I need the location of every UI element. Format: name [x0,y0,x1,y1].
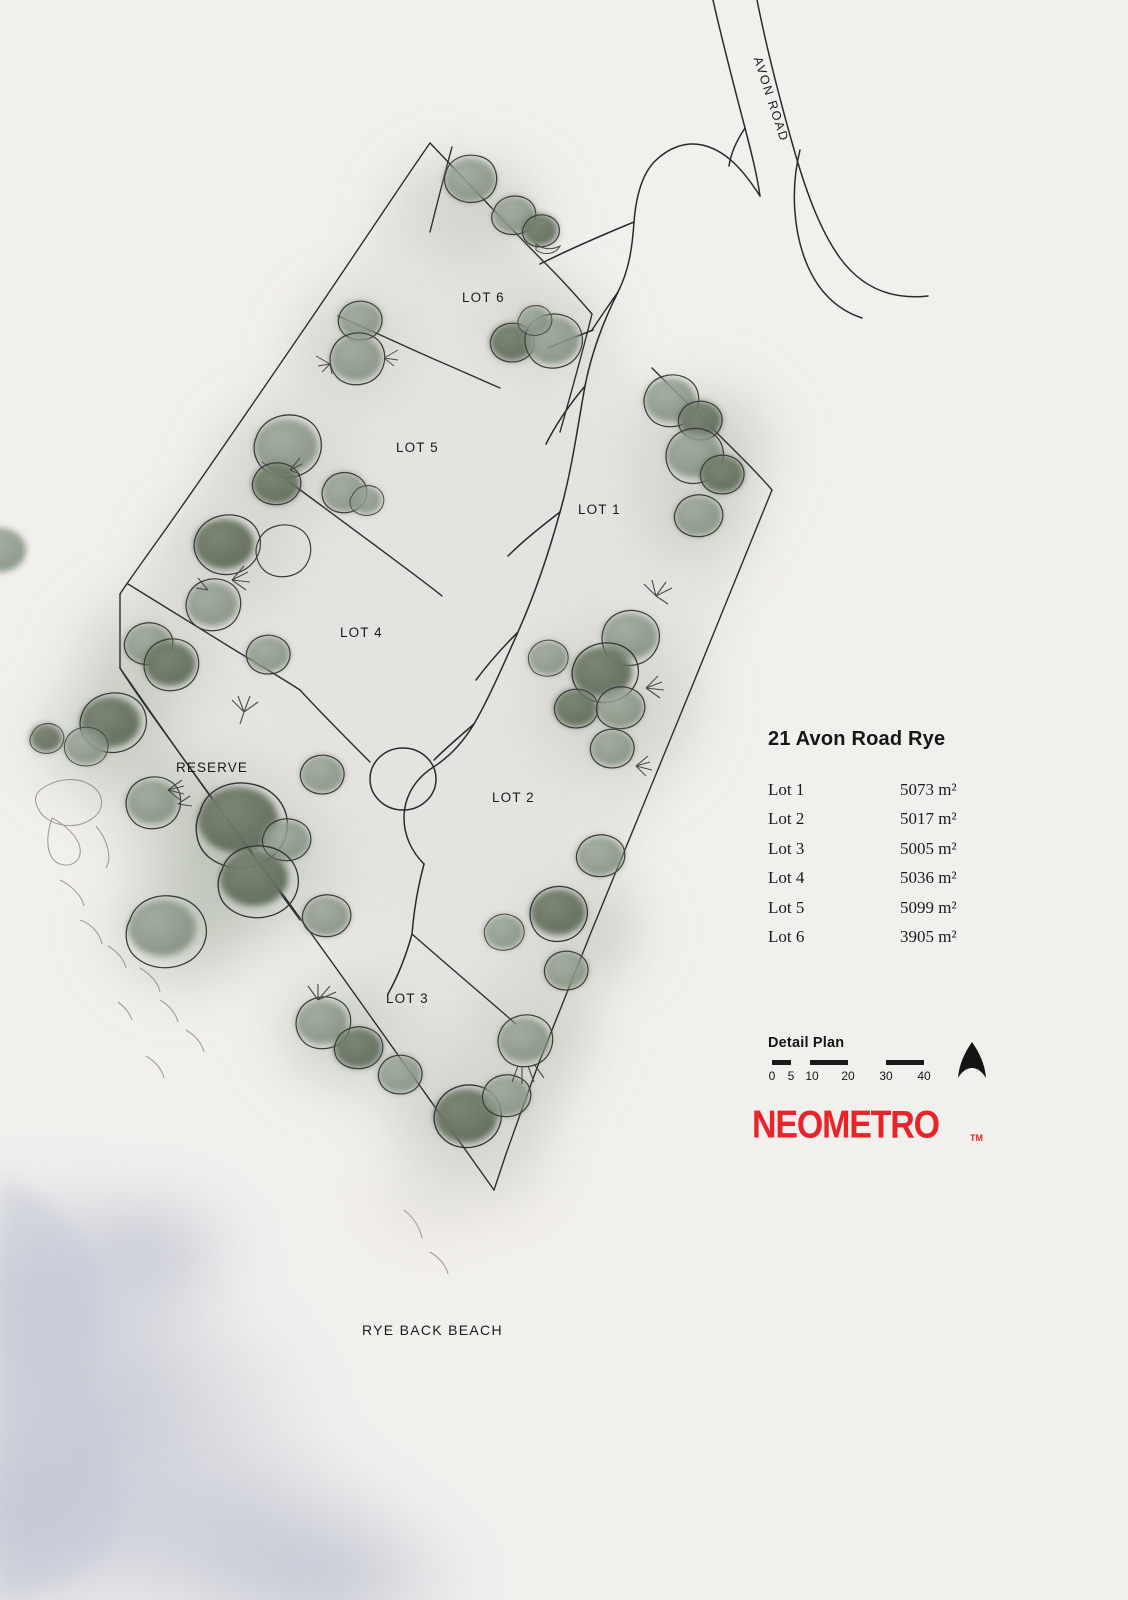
lot-area: 5073 m² [900,780,957,799]
north-arrow-icon [955,1040,989,1086]
brand-trademark: TM [970,1133,983,1143]
table-row [768,867,957,896]
label-rye-back-beach: RYE BACK BEACH [362,1322,503,1338]
scale-tick-labels [768,1069,933,1085]
table-row [768,897,957,926]
lot-area: 5017 m² [900,809,957,829]
lot-name: Lot 2 [768,809,805,829]
label-lot-2: LOT 2 [492,790,535,805]
scale-bar-graphic [772,1060,924,1066]
lot-area-table [768,779,957,956]
lot-area: 5036 m² [900,868,957,888]
table-row [768,838,957,867]
scale-tick: 40 [917,1069,931,1083]
lot-name: Lot 6 [768,927,805,947]
label-lot-5: LOT 5 [396,440,439,455]
scale-tick: 0 [768,1069,776,1083]
lot-name: Lot 1 [768,780,805,799]
label-lot-1: LOT 1 [578,502,621,517]
lot-name: Lot 3 [768,838,805,858]
lot-area: 5099 m² [900,897,957,917]
lot-name: Lot 5 [768,897,805,917]
lot-schedule-panel [768,728,1068,956]
scale-tick: 5 [787,1069,795,1083]
lot-area: 5005 m² [900,838,957,858]
lot-name: Lot 4 [768,868,805,888]
scale-tick: 30 [879,1069,893,1083]
page-title: 21 Avon Road Rye [768,728,946,750]
label-avon-road: AVON ROAD [750,55,792,144]
label-lot-4: LOT 4 [340,625,383,640]
label-lot-6: LOT 6 [462,290,505,305]
table-row [768,808,957,837]
label-lot-3: LOT 3 [386,991,429,1006]
lot-area: 3905 m² [900,927,957,947]
label-reserve: RESERVE [176,760,248,775]
scale-tick: 10 [805,1069,819,1083]
detail-plan-label: Detail Plan [768,1035,845,1051]
brand-wordmark: NEOMETRO [752,1102,939,1147]
neometro-logo [752,1102,1002,1151]
table-row [768,779,957,808]
scale-tick: 20 [841,1069,855,1083]
table-row [768,926,957,955]
